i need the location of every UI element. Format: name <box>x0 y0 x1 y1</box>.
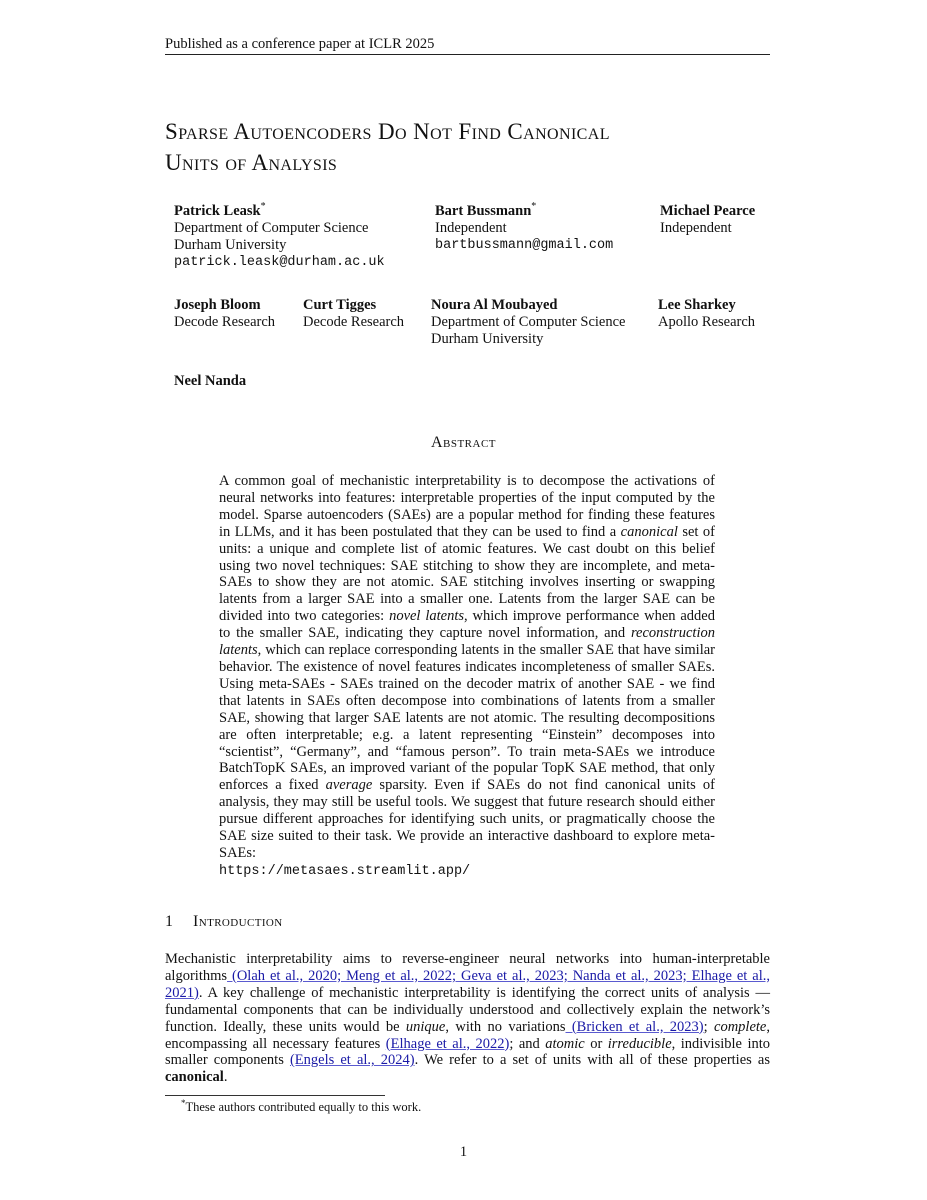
author-affiliation: Department of Computer Science <box>174 220 369 236</box>
author-affiliation: Decode Research <box>174 314 276 330</box>
author-block <box>174 373 246 390</box>
author-affiliation: Durham University <box>431 331 544 347</box>
intro-text: Mechanistic interpretability aims to reverse-engineer neural networks into human-interpretable algorithms <box>165 951 770 984</box>
author-block <box>660 203 755 237</box>
citation-link[interactable]: (Elhage et al., 2022) <box>385 1035 510 1052</box>
intro-text: , encompassing all necessary features <box>165 1018 770 1052</box>
intro-emphasis: unique <box>405 1018 446 1035</box>
citation-link[interactable]: (Engels et al., 2024) <box>289 1052 415 1069</box>
author-email[interactable]: bartbussmann@gmail.com <box>435 238 614 253</box>
intro-text: , indivisible into smaller components <box>165 1035 770 1069</box>
section-title: Introduction <box>193 913 283 930</box>
footnote-mark: * <box>181 1097 186 1108</box>
footnote <box>181 1097 422 1115</box>
author-affiliation: Independent <box>660 220 732 236</box>
title-line-1: Sparse Autoencoders Do Not Find Canonical <box>165 119 610 144</box>
abstract-text: A common goal of mechanistic interpretability is to decompose the activations of neural networks into features: interpretable properties of the input computed by the model. Sparse autoencoders (SAEs) are a popular method for finding these features in LLMs, and it has been postulated that they can be used to find a <box>219 473 715 540</box>
intro-text: . A key challenge of mechanistic interpretability is identifying the correct units of analysis — fundamental components that can be individually understood and collectively explain the network’s function. Ideally, these units would be <box>165 984 770 1035</box>
author-name: Joseph Bloom <box>174 297 261 313</box>
abstract-emphasis: canonical <box>620 523 678 540</box>
abstract-heading: Abstract <box>430 434 497 451</box>
author-affiliation: Durham University <box>174 237 287 253</box>
intro-text: . We refer to a set of units with all of these properties as <box>414 1052 770 1069</box>
title-line-2: Units of Analysis <box>165 150 338 175</box>
abstract-text: set of units: a unique and complete list of atomic features. We cast doubt on this belief using two novel techniques: SAE stitching to show they are incomplete, and meta-SAEs to show they are not atomic. SAE stitching involves inserting or swapping latents from a larger SAE into a smaller one. Latents from the larger SAE can be divided into two categories: <box>219 523 715 625</box>
abstract-text: , which improve performance when added to the smaller SAE, indicating they capture novel information, and <box>219 608 715 642</box>
equal-contribution-mark: * <box>260 201 266 213</box>
author-name: Neel Nanda <box>174 373 247 389</box>
author-affiliation: Independent <box>435 220 507 236</box>
author-block <box>174 297 275 331</box>
page-number: 1 <box>459 1144 468 1160</box>
intro-text: ; <box>703 1018 715 1035</box>
author-block <box>658 297 755 331</box>
intro-emphasis: irreducible <box>607 1035 672 1052</box>
intro-paragraph <box>165 951 770 1086</box>
author-name: Curt Tigges <box>303 297 377 313</box>
paper-title <box>165 116 785 178</box>
author-name: Patrick Leask <box>174 203 261 219</box>
author-block <box>174 203 385 271</box>
footnote-rule <box>165 1095 385 1096</box>
author-affiliation: Department of Computer Science <box>431 314 626 330</box>
footnote-text: These authors contributed equally to this work. <box>185 1100 422 1114</box>
author-name: Lee Sharkey <box>658 297 736 313</box>
author-affiliation: Apollo Research <box>658 314 756 330</box>
intro-text: ; and <box>509 1035 546 1052</box>
author-name: Bart Bussmann <box>435 203 532 219</box>
section-number: 1 <box>165 913 173 930</box>
author-block <box>435 203 613 254</box>
section-heading <box>165 913 283 931</box>
intro-strong: canonical <box>165 1069 224 1086</box>
author-block <box>303 297 404 331</box>
intro-text: or <box>584 1035 608 1052</box>
abstract-emphasis: average <box>325 777 373 794</box>
intro-text: , with no variations <box>445 1018 566 1035</box>
intro-emphasis: atomic <box>545 1035 585 1052</box>
citation-link[interactable]: (Bricken et al., 2023) <box>565 1018 704 1035</box>
citation-link[interactable]: (Olah et al., 2020; Meng et al., 2022; Geva et al., 2023; Nanda et al., 2023; Elhage et al., 2021) <box>165 967 770 1001</box>
author-email[interactable]: patrick.leask@durham.ac.uk <box>174 255 385 270</box>
author-block <box>431 297 625 348</box>
running-head: Published as a conference paper at ICLR 2025 <box>165 36 770 55</box>
author-affiliation: Decode Research <box>303 314 405 330</box>
author-name: Michael Pearce <box>660 203 756 219</box>
dashboard-url[interactable]: https://metasaes.streamlit.app/ <box>219 863 471 879</box>
intro-emphasis: complete <box>714 1018 767 1035</box>
abstract-text: sparsity. Even if SAEs do not find canonical units of analysis, they may still be useful tools. We suggest that future research should either pursue different approaches for identifying such units, or pragmatically choose the SAE size suited to their task. We provide an interactive dashboard to explore meta-SAEs: <box>219 777 715 861</box>
abstract-emphasis: reconstruction latents <box>219 625 715 659</box>
abstract-body <box>219 473 715 881</box>
intro-text: . <box>223 1069 228 1086</box>
equal-contribution-mark: * <box>531 201 537 213</box>
abstract-emphasis: novel latents <box>389 608 464 625</box>
abstract-text: , which can replace corresponding latents in the smaller SAE that have similar behavior. The existence of novel features indicates incompleteness of smaller SAEs. Using meta-SAEs - SAEs trained on the decoder matrix of another SAE - we find that latents in SAEs often decompose into combinations of latents from a smaller SAE, showing that larger SAE latents are not atomic. The resulting decompositions are often interpretable; e.g. a latent representing “Einstein” decomposes into “scientist”, “Germany”, and “famous person”. To train meta-SAEs we introduce BatchTopK SAEs, an improved variant of the popular TopK SAE method, that only enforces a fixed <box>219 642 715 794</box>
author-name: Noura Al Moubayed <box>431 297 558 313</box>
